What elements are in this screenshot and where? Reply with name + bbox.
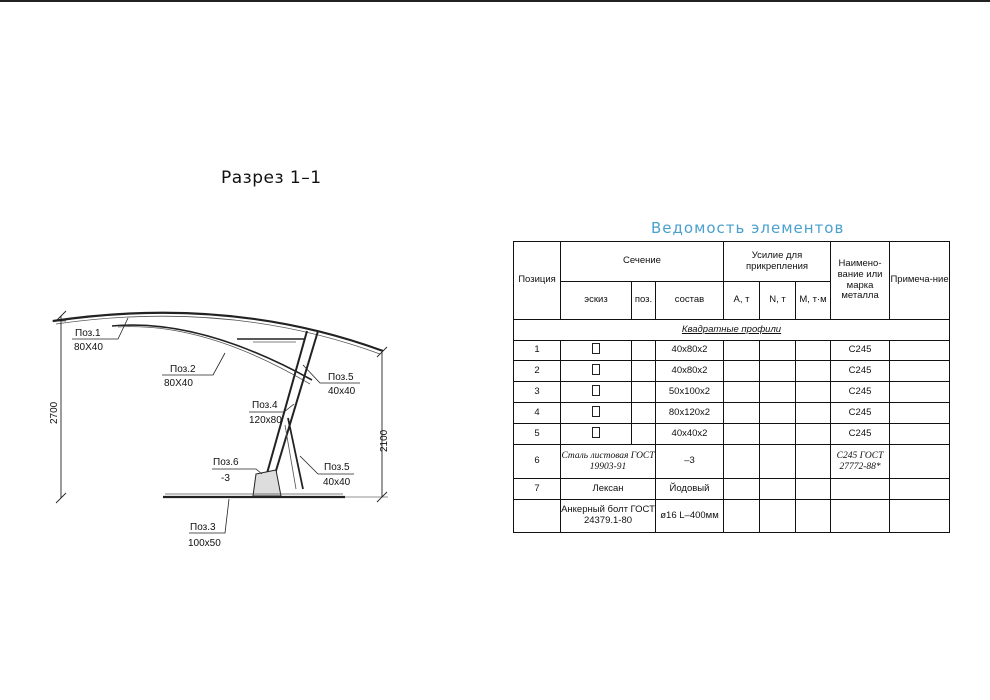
row-position: 4 xyxy=(514,403,561,424)
row-position: 7 xyxy=(514,479,561,500)
row-note xyxy=(890,445,950,479)
header-note: Примеча-ние xyxy=(890,242,950,320)
table-row xyxy=(514,382,950,403)
row-composition: 40х40х2 xyxy=(656,424,724,445)
elements-table xyxy=(513,241,950,533)
row-position: 2 xyxy=(514,361,561,382)
callout-pos2-label: Поз.2 xyxy=(170,364,196,375)
row-note xyxy=(890,382,950,403)
row-sketch xyxy=(561,424,632,445)
row-composition: –3 xyxy=(656,445,724,479)
callout-pos3-size: 100х50 xyxy=(188,538,221,549)
header-pos: поз. xyxy=(632,282,656,320)
dim-label-right: 2100 xyxy=(379,429,390,452)
row-note xyxy=(890,341,950,361)
inner-arch-pos2 xyxy=(112,325,312,380)
row-position xyxy=(514,500,561,533)
main-column-pos4 xyxy=(272,331,318,484)
row-name xyxy=(831,500,890,533)
row-name: С245 xyxy=(831,361,890,382)
row-sketch: Сталь листовая ГОСТ 19903-91 xyxy=(561,445,656,479)
table-row xyxy=(514,500,950,533)
row-note xyxy=(890,479,950,500)
row-note xyxy=(890,403,950,424)
header-sketch: эскиз xyxy=(561,282,632,320)
dim-label-left: 2700 xyxy=(49,401,60,424)
row-sketch xyxy=(561,341,632,361)
header-force-n: N, т xyxy=(760,282,796,320)
header-force: Усилие для прикрепления xyxy=(724,242,831,282)
row-note xyxy=(890,500,950,533)
header-name: Наимено-вание или марка металла xyxy=(831,242,890,320)
table-row xyxy=(514,445,950,479)
callout-pos5-upper-label: Поз.5 xyxy=(328,372,354,383)
table-title: Ведомость элементов xyxy=(651,219,845,237)
row-name: С245 xyxy=(831,382,890,403)
row-pos xyxy=(632,361,656,382)
profile-sketch-icon xyxy=(592,406,600,417)
callout-pos5-upper-size: 40х40 xyxy=(328,386,356,397)
table-row xyxy=(514,361,950,382)
row-composition: Йодовый xyxy=(656,479,724,500)
row-sketch xyxy=(561,361,632,382)
row-name: С245 xyxy=(831,424,890,445)
row-sketch xyxy=(561,382,632,403)
row-position: 6 xyxy=(514,445,561,479)
row-name: С245 xyxy=(831,403,890,424)
profile-sketch-icon xyxy=(592,385,600,396)
callout-pos6-label: Поз.6 xyxy=(213,457,239,468)
row-position: 1 xyxy=(514,341,561,361)
callout-pos6-size: -3 xyxy=(221,473,230,484)
row-position: 5 xyxy=(514,424,561,445)
row-pos xyxy=(632,424,656,445)
callout-pos4-size: 120х80 xyxy=(249,415,282,426)
leader-pos6 xyxy=(212,469,262,474)
profile-sketch-icon xyxy=(592,343,600,354)
callout-pos1-label: Поз.1 xyxy=(75,328,101,339)
callout-pos3-label: Поз.3 xyxy=(190,522,216,533)
row-note xyxy=(890,424,950,445)
callout-pos4-label: Поз.4 xyxy=(252,400,278,411)
callout-pos5-lower-size: 40х40 xyxy=(323,477,351,488)
header-section: Сечение xyxy=(561,242,724,282)
header-position: Позиция xyxy=(514,242,561,320)
table-row xyxy=(514,479,950,500)
row-composition: 80х120х2 xyxy=(656,403,724,424)
row-name xyxy=(831,479,890,500)
section-title: Разрез 1–1 xyxy=(221,168,322,188)
row-sketch xyxy=(561,403,632,424)
profile-sketch-icon xyxy=(592,364,600,375)
table-row xyxy=(514,424,950,445)
row-name: С245 ГОСТ 27772-88* xyxy=(831,445,890,479)
header-composition: состав xyxy=(656,282,724,320)
row-composition: 40х80х2 xyxy=(656,341,724,361)
row-note xyxy=(890,361,950,382)
callout-pos2-size: 80Х40 xyxy=(164,378,193,389)
row-composition: 40х80х2 xyxy=(656,361,724,382)
row-position: 3 xyxy=(514,382,561,403)
header-force-m: М, т·м xyxy=(796,282,831,320)
row-composition: 50х100х2 xyxy=(656,382,724,403)
row-sketch: Лексан xyxy=(561,479,656,500)
table-row xyxy=(514,341,950,361)
table-row xyxy=(514,403,950,424)
row-pos xyxy=(632,382,656,403)
header-force-a: А, т xyxy=(724,282,760,320)
callout-pos1-size: 80Х40 xyxy=(74,342,103,353)
row-composition: ø16 L–400мм xyxy=(656,500,724,533)
profile-sketch-icon xyxy=(592,427,600,438)
row-name: С245 xyxy=(831,341,890,361)
row-pos xyxy=(632,341,656,361)
base-plate-pos6 xyxy=(253,470,281,496)
callout-pos5-lower-label: Поз.5 xyxy=(324,462,350,473)
row-pos xyxy=(632,403,656,424)
group-label: Квадратные профили xyxy=(514,320,950,341)
row-sketch: Анкерный болт ГОСТ 24379.1-80 xyxy=(561,500,656,533)
